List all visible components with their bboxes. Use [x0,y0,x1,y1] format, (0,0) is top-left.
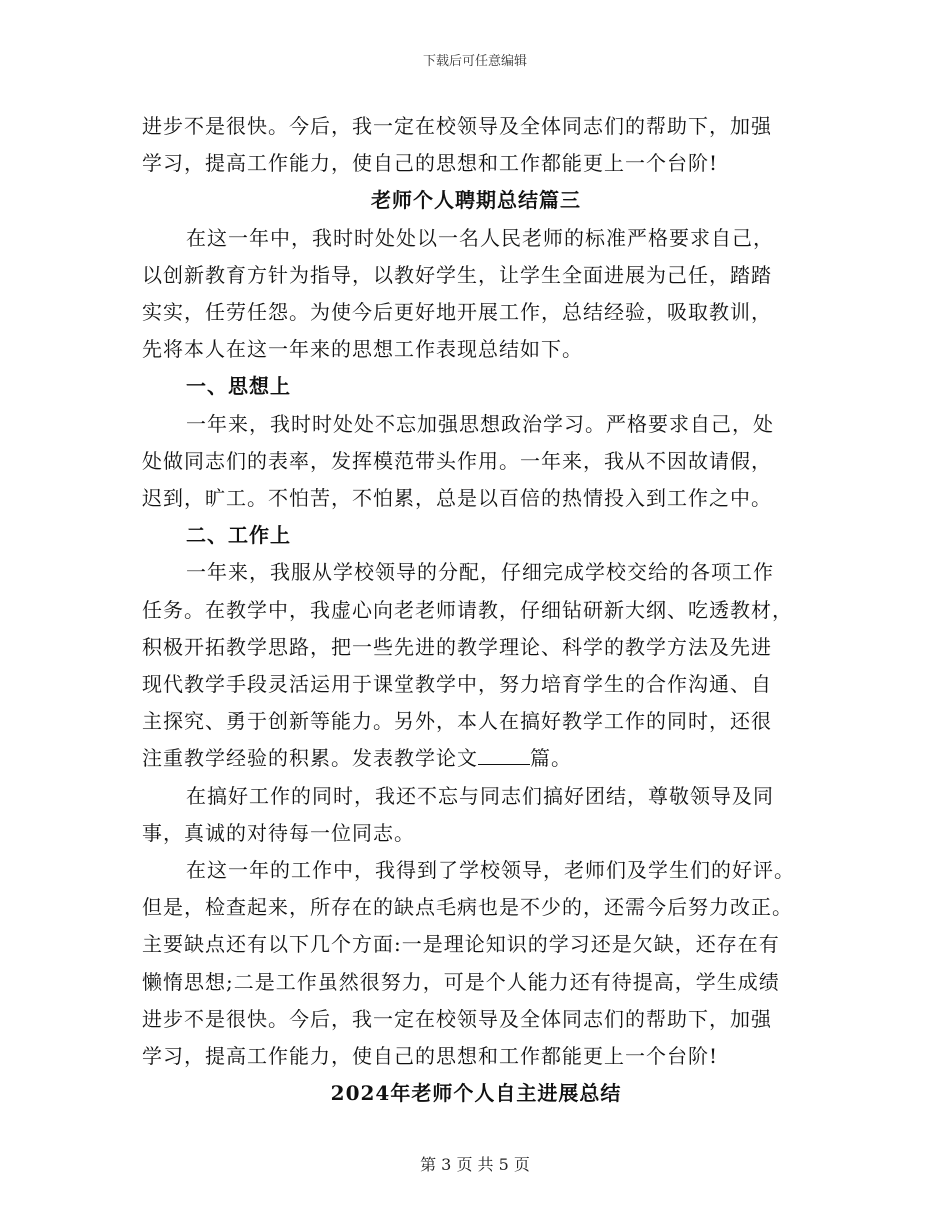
text-line: 在这一年中，我时时处处以一名人民老师的标准严格要求自己， [186,225,774,250]
subheading: 二、工作上 [186,523,291,548]
text-line: 主探究、勇于创新等能力。另外，本人在搞好教学工作的同时，还很 [142,709,772,734]
text-line: 在搞好工作的同时，我还不忘与同志们搞好团结，尊敬领导及同 [186,783,774,808]
section-title: 老师个人聘期总结篇三 [371,188,581,213]
subheading: 一、思想上 [186,374,291,399]
text-line: 学习，提高工作能力，使自己的思想和工作都能更上一个台阶! [142,1044,719,1069]
text-line: 一年来，我服从学校领导的分配，仔细完成学校交给的各项工作 [186,560,774,585]
text-line: 但是，检查起来，所存在的缺点毛病也是不少的，还需今后努力改正。 [142,895,793,920]
text-line: 事，真诚的对待每一位同志。 [142,820,415,845]
document-body [142,108,810,1112]
page-header: 下载后可任意编辑 [422,54,527,69]
text-segment: 篇。 [530,746,572,771]
text-line: 懒惰思想;二是工作虽然很努力，可是个人能力还有待提高，学生成绩 [142,969,780,994]
text-line: 迟到，旷工。不怕苦，不怕累，总是以百倍的热情投入到工作之中。 [142,486,772,511]
text-line: 在这一年的工作中，我得到了学校领导，老师们及学生们的好评。 [186,858,795,883]
page-footer: 第 3 页 共 5 页 [420,1155,530,1174]
text-line: 主要缺点还有以下几个方面:一是理论知识的学习还是欠缺，还存在有 [142,932,780,957]
text-line: 处做同志们的表率，发挥模范带头作用。一年来，我从不因故请假， [142,448,772,473]
text-line: 积极开拓教学思路，把一些先进的教学理论、科学的教学方法及先进 [142,634,772,659]
text-line: 先将本人在这一年来的思想工作表现总结如下。 [142,337,583,362]
text-line: 现代教学手段灵活运用于课堂教学中，努力培育学生的合作沟通、自 [142,672,772,697]
section-title: 2024年老师个人自主进展总结 [330,1081,622,1106]
text-line: 实实，任劳任怨。为使今后更好地开展工作，总结经验，吸取教训， [142,300,772,325]
text-line: 进步不是很快。今后，我一定在校领导及全体同志们的帮助下，加强 [142,1006,772,1031]
text-line: 任务。在教学中，我虚心向老老师请教，仔细钻研新大纲、吃透教材， [142,597,793,622]
blank-underline [478,746,530,765]
text-line: 以创新教育方针为指导，以教好学生，让学生全面进展为己任，踏踏 [142,262,772,287]
text-line [142,740,810,777]
text-segment: 注重教学经验的积累。发表教学论文 [142,746,478,771]
text-line: 学习，提高工作能力，使自己的思想和工作都能更上一个台阶! [142,151,719,176]
text-line: 一年来，我时时处处不忘加强思想政治学习。严格要求自己，处 [186,411,774,436]
text-line: 进步不是很快。今后，我一定在校领导及全体同志们的帮助下，加强 [142,114,772,138]
